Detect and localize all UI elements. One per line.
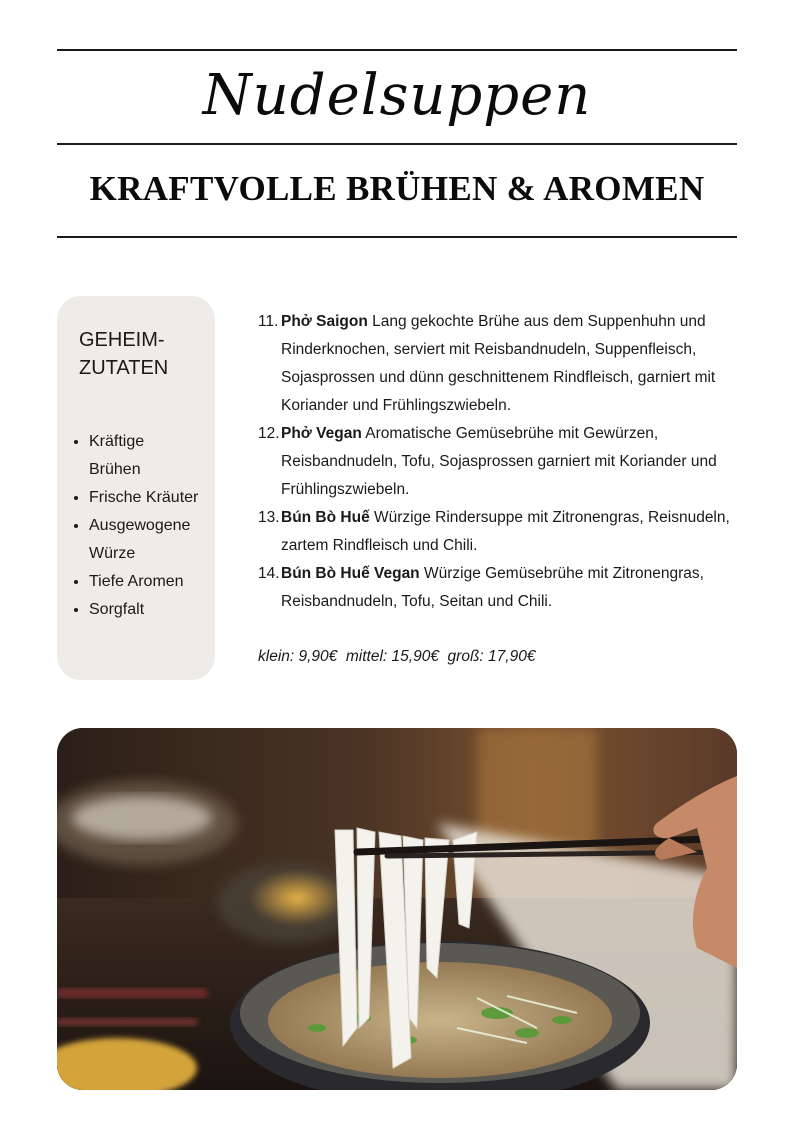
menu-item <box>258 308 738 420</box>
menu-item-description: Würzige Rindersuppe mit Zitronengras, Reisnudeln, zartem Rindfleisch und Chili. <box>281 509 730 554</box>
menu-item-description: Aromatische Gemüsebrühe mit Gewürzen, Reisbandnudeln, Tofu, Sojasprossen garniert mit Koriander und Frühlingszwiebeln. <box>281 425 717 498</box>
menu-item-number: 12. <box>258 425 280 442</box>
top-rule <box>57 49 737 51</box>
ingredient-item: • Kräftige Brühen <box>89 428 179 484</box>
menu-item <box>258 560 738 616</box>
ingredient-item: • Sorgfalt <box>89 596 219 624</box>
sidebar-title: GEHEIM-ZUTATEN <box>79 329 169 379</box>
menu-item-description: Würzige Gemüsebrühe mit Zitronengras, Reisbandnudeln, Tofu, Seitan und Chili. <box>281 565 704 610</box>
menu-item-name: Bún Bò Huế <box>281 509 370 526</box>
page-title: Nudelsuppen <box>202 63 592 128</box>
noodle-soup-photo <box>57 728 737 1090</box>
menu-list <box>258 308 738 616</box>
menu-item-number: 11. <box>258 313 279 330</box>
menu-item-name: Phở Vegan <box>281 425 362 442</box>
menu-item-number: 13. <box>258 509 280 526</box>
subtitle-divider <box>57 236 737 238</box>
ingredient-item: • Ausgewogene Würze <box>89 512 201 568</box>
menu-item-name: Phở Saigon <box>281 313 368 330</box>
price-line: klein: 9,90€ mittel: 15,90€ groß: 17,90€ <box>258 648 536 665</box>
secret-ingredients-box <box>57 296 215 680</box>
menu-item <box>258 504 738 560</box>
ingredient-item: • Tiefe Aromen <box>89 568 219 596</box>
ingredient-list <box>79 428 205 624</box>
menu-item-number: 14. <box>258 565 280 582</box>
title-divider <box>57 143 737 145</box>
ingredient-item: • Frische Kräuter <box>89 484 219 512</box>
page-subtitle: KRAFTVOLLE BRÜHEN & AROMEN <box>89 169 705 208</box>
menu-item-name: Bún Bò Huế Vegan <box>281 565 420 582</box>
menu-item-description: Lang gekochte Brühe aus dem Suppenhuhn und Rinderknochen, serviert mit Reisbandnudeln, Suppenfleisch, Sojasprossen und dünn geschnittenem Rindfleisch, garniert mit Koriander und Frühlingszwiebeln. <box>281 313 716 414</box>
menu-item <box>258 420 738 504</box>
